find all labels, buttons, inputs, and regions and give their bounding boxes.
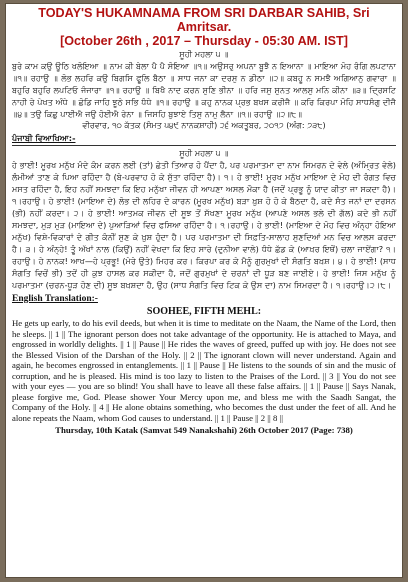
punjabi-translation-text: ਹੇ ਭਾਈ! ਮੂਰਖ ਮਨੁੱਖ ਮੰਦੇ ਕੰਮ ਕਰਨ ਲਈ (ਤਾਂ) ਛੇਤੀ ਤਿਆਰ ਹੋ ਪੈਂਦਾ ਹੈ, ਪਰ ਪਰਮਾਤਮਾ ਦਾ ਨਾਮ ਸਿਮਰਨ ਦੇ ਵੇਲੇ (ਅੰਮ੍ਰਿਤ ਵੇਲੇ) ਲੰਮੀਆਂ ਤਾਣ ਕੇ ਪਿਆ ਰਹਿੰਦਾ ਹੈ (ਬੇ-ਪਰਵਾਹ ਹੋ ਕੇ ਸੁੱਤਾ ਰਹਿੰਦਾ ਹੈ)। ੧। ਹੇ ਭਾਈ! ਮੂਰਖ ਮਨੁੱਖ ਮਾਇਆ ਦੇ ਮੋਹ ਦੀ ਰੰਗਤ ਵਿਚ ਮਸਤ ਰਹਿੰਦਾ ਹੈ, ਇਹ ਨਹੀਂ ਸਮਝਦਾ ਕਿ ਇਹ ਮਨੁੱਖਾ ਜੀਵਨ ਹੀ ਆਪਣਾ ਅਸਲ ਮੌਕਾ ਹੈ (ਜਦੋਂ ਪ੍ਰਭੂ ਨੂੰ ਯਾਦ ਕੀਤਾ ਜਾ ਸਕਦਾ ਹੈ)। ੧।ਰਹਾਉ। ਹੇ ਭਾਈ! (ਮਾਇਆ ਦੇ) ਲੋਭ ਦੀ ਲਹਿਰ ਦੇ ਕਾਰਨ (ਮੂਰਖ ਮਨੁੱਖ) ਬੜਾ ਖ਼ੁਸ਼ ਹੋ ਹੋ ਕੇ ਬੈਠਦਾ ਹੈ, ਕਦੇ ਸੰਤ ਜਨਾਂ ਦਾ ਦਰਸਨ (ਭੀ) ਨਹੀਂ ਕਰਦਾ। ੨। ਹੇ ਭਾਈ! ਆਤਮਕ ਜੀਵਨ ਦੀ ਸੂਝ ਤੋਂ ਸੱਖਣਾ ਮੂਰਖ ਮਨੁੱਖ (ਆਪਣੇ ਅਸਲ ਭਲੇ ਦੀ ਗੱਲ) ਕਦੇ ਭੀ ਨਹੀਂ ਸਮਝਦਾ, ਮੁੜ ਮੁੜ (ਮਾਇਆ ਦੇ) ਪੁਆੜਿਆਂ ਵਿਚ ਫਸਿਆ ਰਹਿੰਦਾ ਹੈ। ੧।ਰਹਾਉ। ਹੇ ਭਾਈ! (ਮਾਇਆ ਦੇ ਮੋਹ ਵਿਚ ਅੰਨ੍ਹਾ ਹੋਇਆ ਮਨੁੱਖ) ਵਿਸ਼ੇ-ਵਿਕਾਰਾਂ ਦੇ ਗੀਤ ਕੰਨੀਂ ਸੁਣ ਕੇ ਖ਼ੁਸ਼ ਹੁੰਦਾ ਹੈ। ਪਰ ਪਰਮਾਤਮਾ ਦੀ ਸਿਫ਼ਤਿ-ਸਾਲਾਹ ਸੁਣਦਿਆਂ ਮਨ ਵਿਚ ਆਲਸ ਕਰਦਾ ਹੈ। ੩। ਹੇ ਅੰਨ੍ਹੇ! ਤੂੰ ਅੱਖਾਂ ਨਾਲ (ਕਿਉਂ) ਨਹੀਂ ਵੇਖਦਾ ਕਿ ਇਹ ਸਾਰੇ (ਦੁਨੀਆ ਵਾਲੇ) ਧੰਧੇ ਛੱਡ ਕੇ (ਆਖ਼ਰ ਇਥੋਂ) ਚਲਾ ਜਾਏਂਗਾ? ੧।ਰਹਾਉ। ਹੇ ਨਾਨਕ! ਆਖ—ਹੇ ਪ੍ਰਭੂ! (ਮੇਰੇ ਉਤੇ) ਮਿਹਰ ਕਰ। ਕਿਰਪਾ ਕਰ ਕੇ ਮੈਨੂੰ ਗੁਰਮੁਖਾਂ ਦੀ ਸੰਗਤਿ ਬਖ਼ਸ਼। ੪। ਹੇ ਭਾਈ! (ਸਾਧ ਸੰਗਤਿ ਵਿਚੋਂ ਭੀ) ਤਦੋਂ ਹੀ ਕੁਝ ਹਾਸਲ ਕਰ ਸਕੀਦਾ ਹੈ, ਜਦੋਂ ਗੁਰਮੁਖਾਂ ਦੇ ਚਰਨਾਂ ਦੀ ਧੂੜ ਬਣ ਜਾਈਏ। ਹੇ ਭਾਈ! ਜਿਸ ਮਨੁੱਖ ਨੂੰ ਪਰਮਾਤਮਾ (ਚਰਨ-ਧੂੜ ਹੋਣ ਦੀ) ਸੂਝ ਬਖ਼ਸ਼ਦਾ ਹੈ, ਉਹ (ਸਾਧ ਸੰਗਤਿ ਵਿਚ ਟਿਕ ਕੇ ਉਸ ਦਾ) ਨਾਮ ਸਿਮਰਦਾ ਹੈ। ੧।ਰਹਾਉ।੨।੮।: [12, 160, 396, 290]
english-heading: SOOHEE, FIFTH MEHL:: [146, 306, 262, 317]
page-title: TODAY'S HUKAMNAMA FROM SRI DARBAR SAHIB, Sri Amritsar.: [38, 6, 370, 34]
english-translation-label: English Translation:-: [12, 294, 98, 304]
footer-date: Thursday, 10th Katak (Samvat 549 Nanakshahi) 26th October 2017 (Page: 738): [55, 425, 353, 435]
english-translation-text: He gets up early, to do his evil deeds, but when it is time to meditate on the Naam, the Name of the Lord, then he sleeps. || 1 || The ignorant person does not take advantage of the opportunity. He is attached to Maya, and engrossed in worldly delights. || 1 || Pause || He rides the waves of greed, puffed up with joy. He does not see the Blessed Vision of the Darshan of the Holy. || 2 || The ignorant clown will never understand. Again and again, he becomes engrossed in entanglements. || 1 || Pause || He listens to the sounds of sin and the music of corruption, and he is pleased. His mind is too lazy to listen to the Praises of the Lord. || 3 || You do not see with your eyes — you are so blind! You shall have to leave all these false affairs. || 1 || Pause || Says Nanak, please forgive me, God. Please shower Your Mercy upon me, and bless me with the Saadh Sangat, the Company of the Holy. || 4 || He alone obtains something, who becomes the dust under the feet of all. And he alone repeats the Naam, whom God causes to understand. || 1 || Pause || 2 || 8 ||: [12, 318, 396, 423]
gurmukhi-heading: ਸੂਹੀ ਮਹਲਾ ੫ ॥: [179, 49, 229, 59]
punjabi-translation-heading: ਸੂਹੀ ਮਹਲਾ ੫ ॥: [179, 148, 229, 158]
punjabi-translation-label: ਪੰਜਾਬੀ ਵਿਆਖਿਆ:-: [12, 133, 76, 143]
date-time-subtitle: [October 26th , 2017 – Thursday - 05:30 AM. IST]: [60, 34, 348, 48]
hukamnama-page: [5, 3, 403, 578]
section-divider: [12, 145, 396, 146]
gurmukhi-shabad-text: ਬੁਰੇ ਕਾਮ ਕਉ ਊਠਿ ਖਲੋਇਆ ॥ ਨਾਮ ਕੀ ਬੇਲਾ ਪੈ ਪੈ ਸੋਇਆ ॥੧॥ ਅਉਸਰੁ ਅਪਨਾ ਬੂਝੈ ਨ ਇਆਨਾ ॥ ਮਾਇਆ ਮੋਹ ਰੰਗਿ ਲਪਟਾਨਾ ॥੧॥ ਰਹਾਉ ॥ ਲੋਭ ਲਹਰਿ ਕਉ ਬਿਗਸਿ ਫੂਲਿ ਬੈਠਾ ॥ ਸਾਧ ਜਨਾ ਕਾ ਦਰਸੁ ਨ ਡੀਠਾ ॥੨॥ ਕਬਹੂ ਨ ਸਮਝੈ ਅਗਿਆਨੁ ਗਵਾਰਾ ॥ ਬਹੁਰਿ ਬਹੁਰਿ ਲਪਟਿਓ ਜੰਜਾਰਾ ॥੧॥ ਰਹਾਉ ॥ ਬਿਖੈ ਨਾਦ ਕਰਨ ਸੁਣਿ ਭੀਨਾ ॥ ਹਰਿ ਜਸੁ ਸੁਨਤ ਆਲਸੁ ਮਨਿ ਕੀਨਾ ॥੩॥ ਦ੍ਰਿਸਟਿ ਨਾਹੀ ਰੇ ਪੇਖਤ ਅੰਧੇ ॥ ਛੋਡਿ ਜਾਹਿ ਝੂਠੇ ਸਭਿ ਧੰਧੇ ॥੧॥ ਰਹਾਉ ॥ ਕਹੁ ਨਾਨਕ ਪ੍ਰਭ ਬਖਸ ਕਰੀਜੈ ॥ ਕਰਿ ਕਿਰਪਾ ਮੋਹਿ ਸਾਧਸੰਗੁ ਦੀਜੈ ॥੪॥ ਤਉ ਕਿਛੁ ਪਾਈਐ ਜਉ ਹੋਈਐ ਰੇਨਾ ॥ ਜਿਸਹਿ ਬੁਝਾਏ ਤਿਸੁ ਨਾਮੁ ਲੈਨਾ ॥੧॥ ਰਹਾਉ ॥੨॥੮॥: [12, 61, 396, 119]
gurmukhi-date-line: ਵੀਰਵਾਰ, ੧੦ ਕੱਤਕ (ਸੰਮਤ ੫੪੯ ਨਾਨਕਸ਼ਾਹੀ) ੨੬ ਅਕਤੂਬਰ, ੨੦੧੭ (ਅੰਗ: ੭੩੮): [82, 121, 326, 130]
